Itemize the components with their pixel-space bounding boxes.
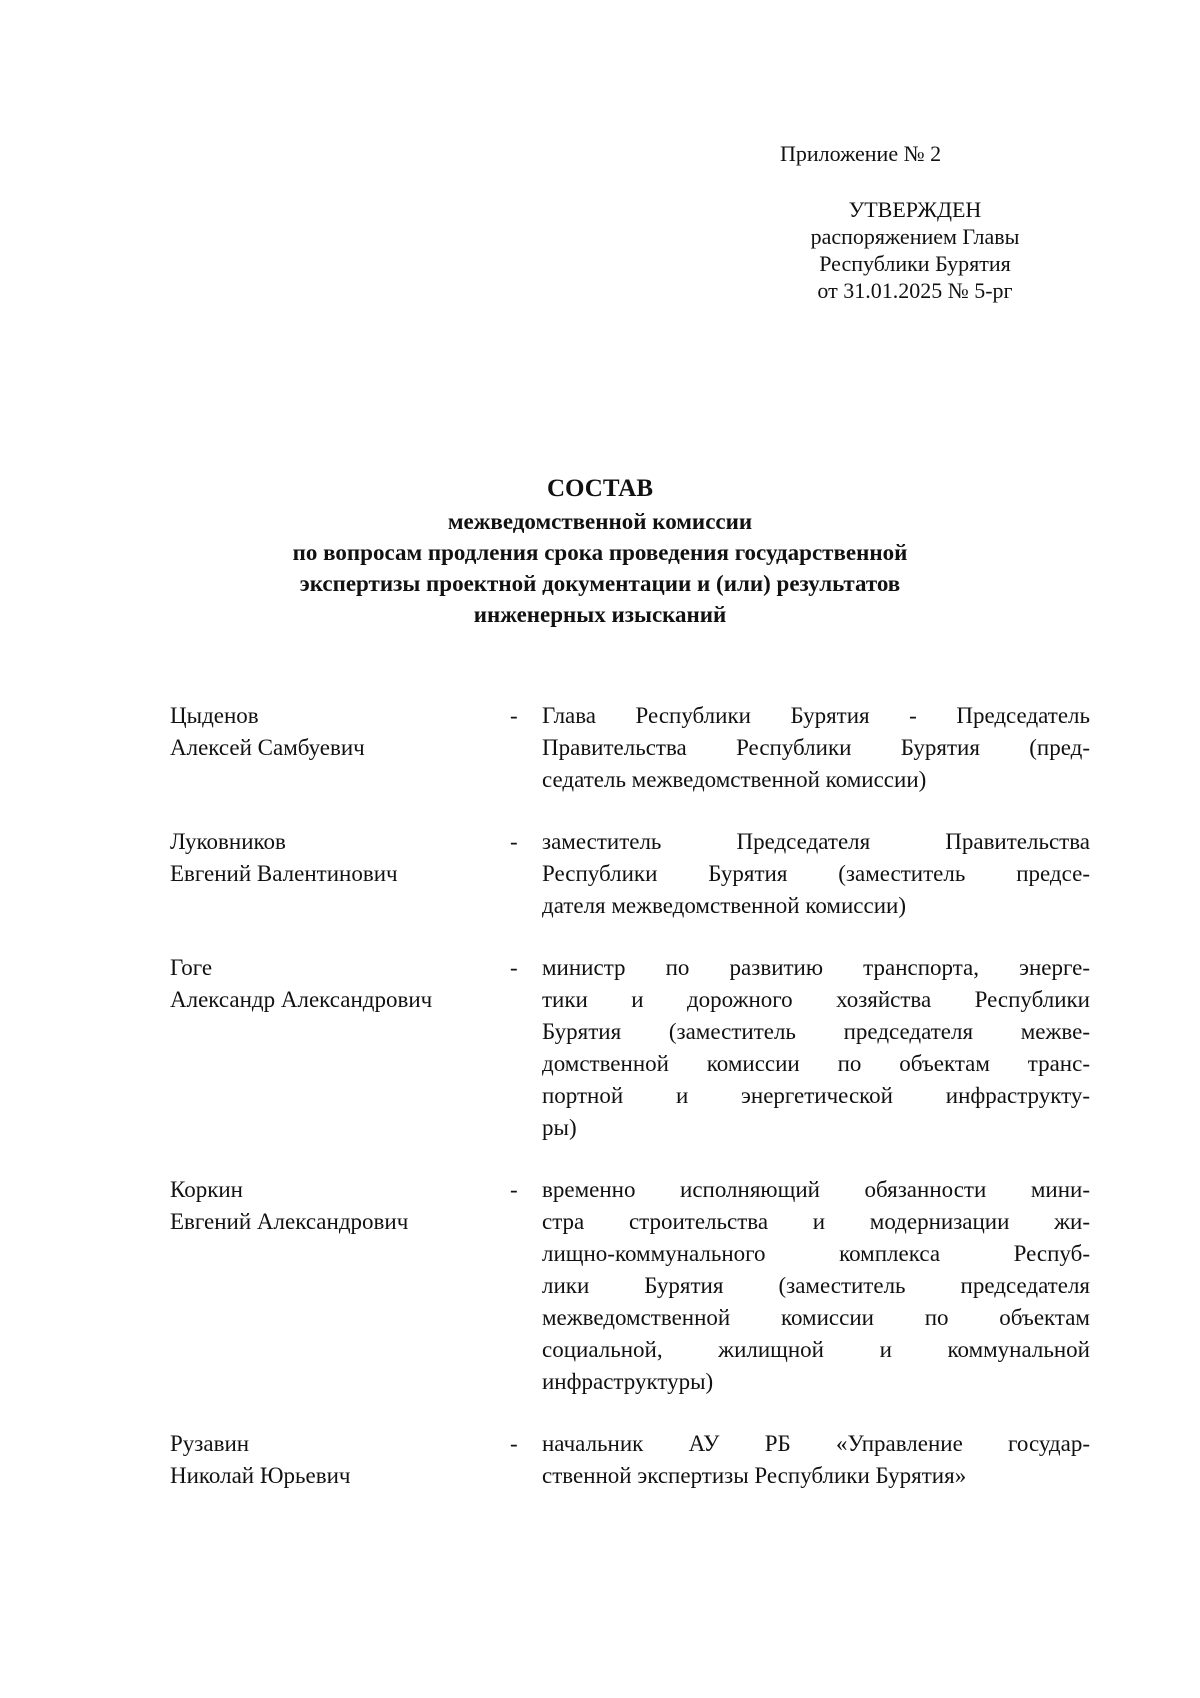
member-row <box>170 700 1090 796</box>
role-line: заместитель Председателя Правительства <box>542 829 1090 854</box>
member-dash: - <box>510 955 518 980</box>
member-name <box>170 700 510 796</box>
member-dash: - <box>510 1177 518 1202</box>
role-line: ственной экспертизы Республики Бурятия» <box>542 1463 967 1488</box>
role-line: дателя межведомственной комиссии) <box>542 893 906 918</box>
role-line: социальной, жилищной и коммунальной <box>542 1337 1090 1362</box>
member-surname: Луковников <box>170 829 286 854</box>
member-role <box>542 1174 1090 1398</box>
approval-line: Республики Бурятия <box>819 251 1011 276</box>
role-line: Республики Бурятия (заместитель предсе- <box>542 861 1090 886</box>
member-dash: - <box>510 1431 518 1456</box>
title-line: инженерных изысканий <box>473 602 727 627</box>
member-surname: Коркин <box>170 1177 243 1202</box>
title-line: межведомственной комиссии <box>447 509 753 534</box>
member-name <box>170 952 510 1144</box>
appendix-label: Приложение № 2 <box>780 141 942 166</box>
member-role <box>542 826 1090 922</box>
member-given-name: Алексей Самбуевич <box>170 735 365 760</box>
approval-line: распоряжением Главы <box>810 224 1020 249</box>
title-line: экспертизы проектной документации и (или) результатов <box>299 571 901 596</box>
member-row <box>170 1174 1090 1398</box>
member-given-name: Николай Юрьевич <box>170 1463 351 1488</box>
member-given-name: Евгений Валентинович <box>170 861 398 886</box>
member-surname: Гоге <box>170 955 213 980</box>
member-row <box>170 826 1090 922</box>
member-surname: Рузавин <box>170 1431 250 1456</box>
approval-stamp <box>770 196 1060 304</box>
member-role <box>542 952 1090 1144</box>
member-given-name: Евгений Александрович <box>170 1209 409 1234</box>
member-surname: Цыденов <box>170 703 259 728</box>
member-row <box>170 1428 1090 1492</box>
role-line: ры) <box>542 1115 577 1140</box>
role-line: инфраструктуры) <box>542 1369 714 1394</box>
role-line: седатель межведомственной комиссии) <box>542 767 927 792</box>
role-line: Глава Республики Бурятия - Председатель <box>542 703 1090 728</box>
role-line: министр по развитию транспорта, энерге- <box>542 955 1090 980</box>
role-line: начальник АУ РБ «Управление государ- <box>542 1431 1090 1456</box>
role-line: лищно-коммунального комплекса Респуб- <box>542 1241 1090 1266</box>
role-line: Бурятия (заместитель председателя межве- <box>542 1019 1090 1044</box>
member-role <box>542 700 1090 796</box>
document-title <box>100 472 1100 630</box>
role-line: портной и энергетической инфраструкту- <box>542 1083 1090 1108</box>
role-line: домственной комиссии по объектам транс- <box>542 1051 1090 1076</box>
member-dash: - <box>510 703 518 728</box>
member-row <box>170 952 1090 1144</box>
member-name <box>170 1174 510 1398</box>
member-dash: - <box>510 829 518 854</box>
member-name <box>170 826 510 922</box>
role-line: временно исполняющий обязанности мини- <box>542 1177 1090 1202</box>
approval-line: УТВЕРЖДЕН <box>848 197 982 222</box>
role-line: Правительства Республики Бурятия (пред- <box>542 735 1090 760</box>
member-role <box>542 1428 1090 1492</box>
role-line: тики и дорожного хозяйства Республики <box>542 987 1090 1012</box>
title-line: по вопросам продления срока проведения государственной <box>292 540 908 565</box>
member-given-name: Александр Александрович <box>170 987 433 1012</box>
role-line: межведомственной комиссии по объектам <box>542 1305 1090 1330</box>
member-name <box>170 1428 510 1492</box>
role-line: лики Бурятия (заместитель председателя <box>542 1273 1090 1298</box>
members-list <box>170 700 1090 1522</box>
role-line: стра строительства и модернизации жи- <box>542 1209 1090 1234</box>
approval-line: от 31.01.2025 № 5-рг <box>817 278 1013 303</box>
title-main: СОСТАВ <box>546 475 654 502</box>
